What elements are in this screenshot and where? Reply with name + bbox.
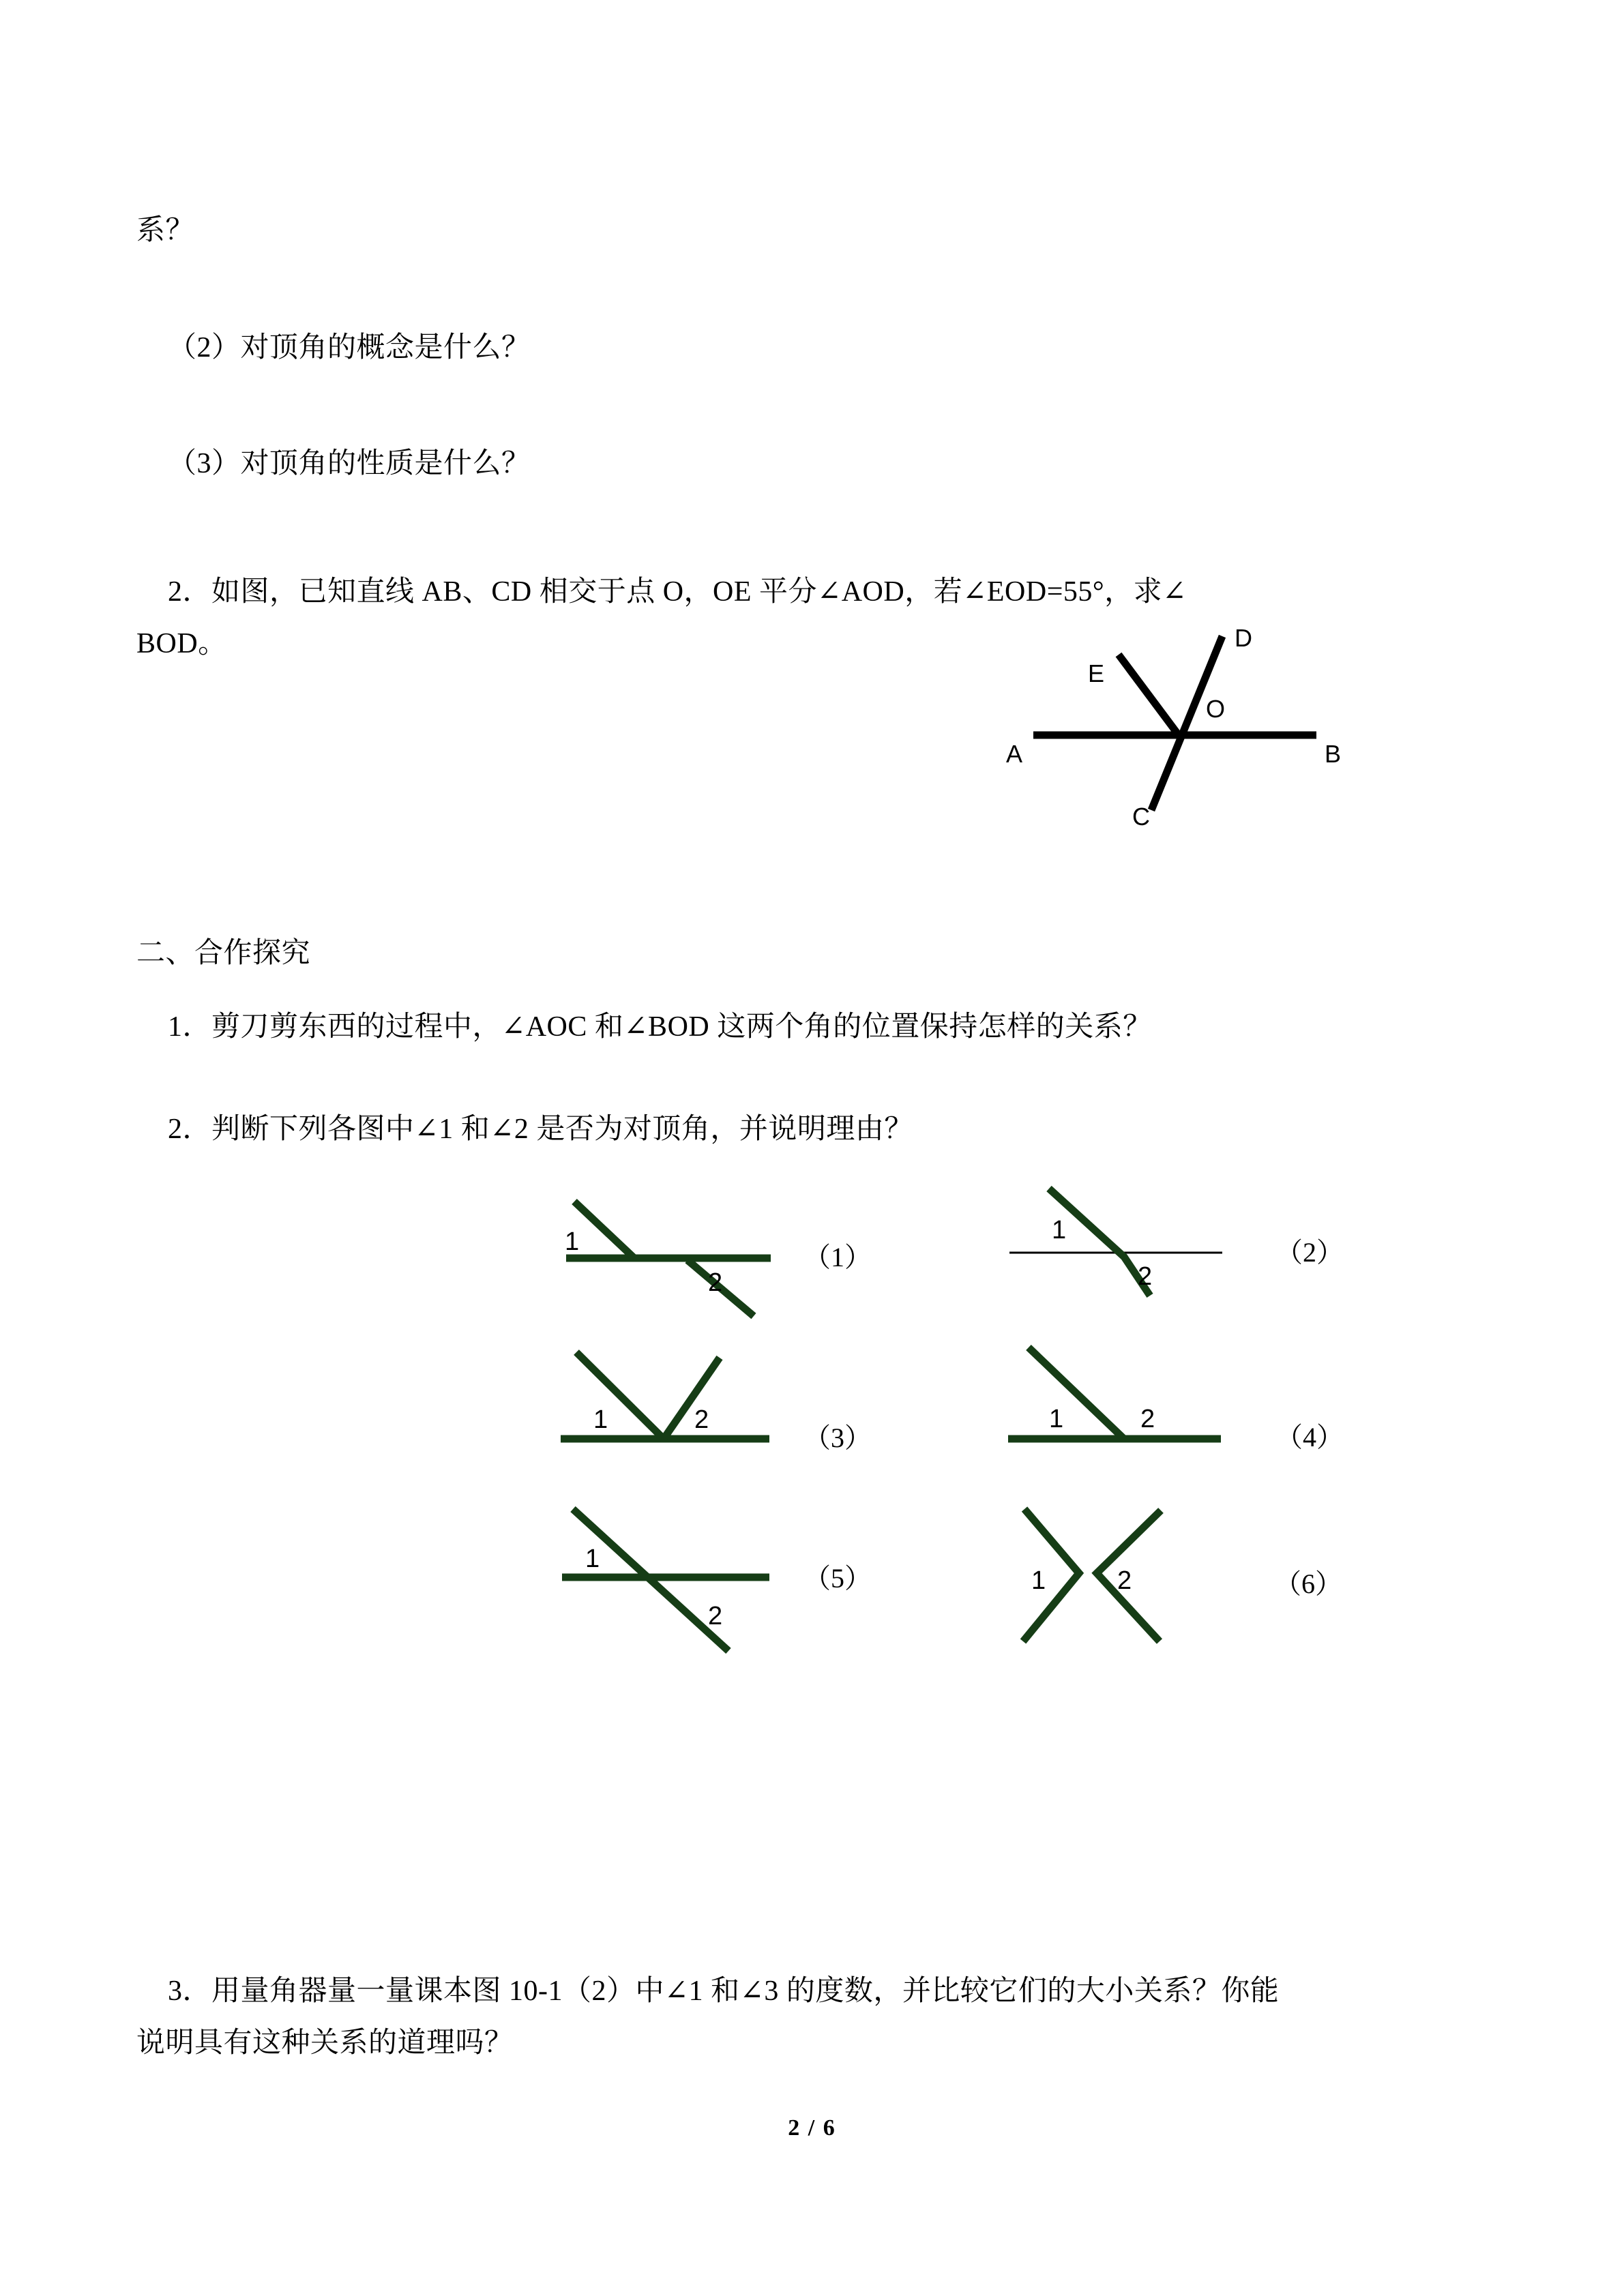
question-1-3: （3）对顶角的性质是什么？ bbox=[168, 448, 531, 479]
fig6-caption: （6） bbox=[1274, 1568, 1342, 1599]
fig3-right-arm bbox=[664, 1358, 720, 1439]
fig4-angle-label-1: 1 bbox=[1049, 1405, 1064, 1433]
fig1-angle-label-1: 1 bbox=[565, 1227, 580, 1256]
line-CD bbox=[1151, 636, 1222, 810]
question-1-4-line-2: BOD。 bbox=[136, 628, 227, 659]
practice-figure-4 bbox=[1003, 1338, 1344, 1471]
point-label-D: D bbox=[1235, 624, 1252, 652]
section-2-title: 二、合作探究 bbox=[136, 938, 311, 969]
main-geometry-svg bbox=[969, 614, 1350, 818]
point-label-C: C bbox=[1132, 803, 1150, 831]
fig3-caption: （3） bbox=[803, 1422, 872, 1453]
practice-figure-3 bbox=[552, 1340, 872, 1470]
fig5-angle-label-2: 2 bbox=[708, 1602, 723, 1630]
section-2-question-3-line-2: 说明具有这种关系的道理吗？ bbox=[136, 2027, 514, 2059]
point-label-O: O bbox=[1206, 695, 1226, 723]
fig1-upper-slant bbox=[574, 1202, 634, 1258]
practice-figure-2-svg bbox=[1003, 1176, 1316, 1347]
point-label-B: B bbox=[1325, 740, 1342, 768]
point-label-A: A bbox=[1006, 740, 1023, 768]
fig3-angle-label-2: 2 bbox=[694, 1405, 709, 1434]
fig6-angle-label-2: 2 bbox=[1117, 1566, 1132, 1595]
section-2-question-1: 1．剪刀剪东西的过程中，∠AOC 和∠BOD 这两个角的位置保持怎样的关系？ bbox=[168, 1011, 1152, 1043]
fig6-angle-label-1: 1 bbox=[1031, 1566, 1046, 1595]
fig1-caption: （1） bbox=[803, 1242, 872, 1272]
question-1-4-line-1: 2．如图，已知直线 AB、CD 相交于点 O，OE 平分∠AOD，若∠EOD=55°，求∠ bbox=[168, 576, 1187, 608]
practice-figure-5-svg bbox=[552, 1497, 839, 1654]
practice-figure-2 bbox=[1003, 1176, 1344, 1347]
fig4-angle-label-2: 2 bbox=[1140, 1405, 1155, 1433]
fig3-left-arm bbox=[576, 1352, 664, 1439]
main-geometry-figure bbox=[969, 614, 1350, 831]
practice-figure-3-svg bbox=[552, 1340, 839, 1470]
practice-figure-6 bbox=[1003, 1497, 1342, 1654]
point-label-E: E bbox=[1088, 659, 1105, 687]
fig5-caption: （5） bbox=[803, 1563, 872, 1594]
practice-figure-5 bbox=[552, 1497, 872, 1654]
page-number-footer: 2 / 6 bbox=[788, 2115, 836, 2141]
section-2-question-3-line-1: 3．用量角器量一量课本图 10-1（2）中∠1 和∠3 的度数，并比较它们的大小关系？你能 bbox=[168, 1976, 1280, 2007]
fig3-angle-label-1: 1 bbox=[593, 1405, 608, 1434]
section-2-question-2: 2．判断下列各图中∠1 和∠2 是否为对顶角，并说明理由？ bbox=[168, 1114, 913, 1145]
practice-figure-6-svg bbox=[1003, 1497, 1316, 1654]
practice-figure-1 bbox=[552, 1187, 872, 1330]
ray-OE bbox=[1119, 655, 1179, 735]
fig4-caption: （4） bbox=[1275, 1422, 1344, 1452]
fig2-caption: （2） bbox=[1275, 1237, 1344, 1268]
fig4-ray bbox=[1029, 1347, 1124, 1439]
fig1-angle-label-2: 2 bbox=[708, 1268, 723, 1297]
continued-text-line: 系？ bbox=[136, 215, 195, 246]
fig2-angle-label-2: 2 bbox=[1138, 1262, 1153, 1291]
practice-figure-1-svg bbox=[552, 1187, 839, 1330]
fig5-angle-label-1: 1 bbox=[585, 1545, 600, 1573]
fig2-angle-label-1: 1 bbox=[1052, 1216, 1067, 1244]
question-1-2: （2）对顶角的概念是什么？ bbox=[168, 332, 531, 363]
